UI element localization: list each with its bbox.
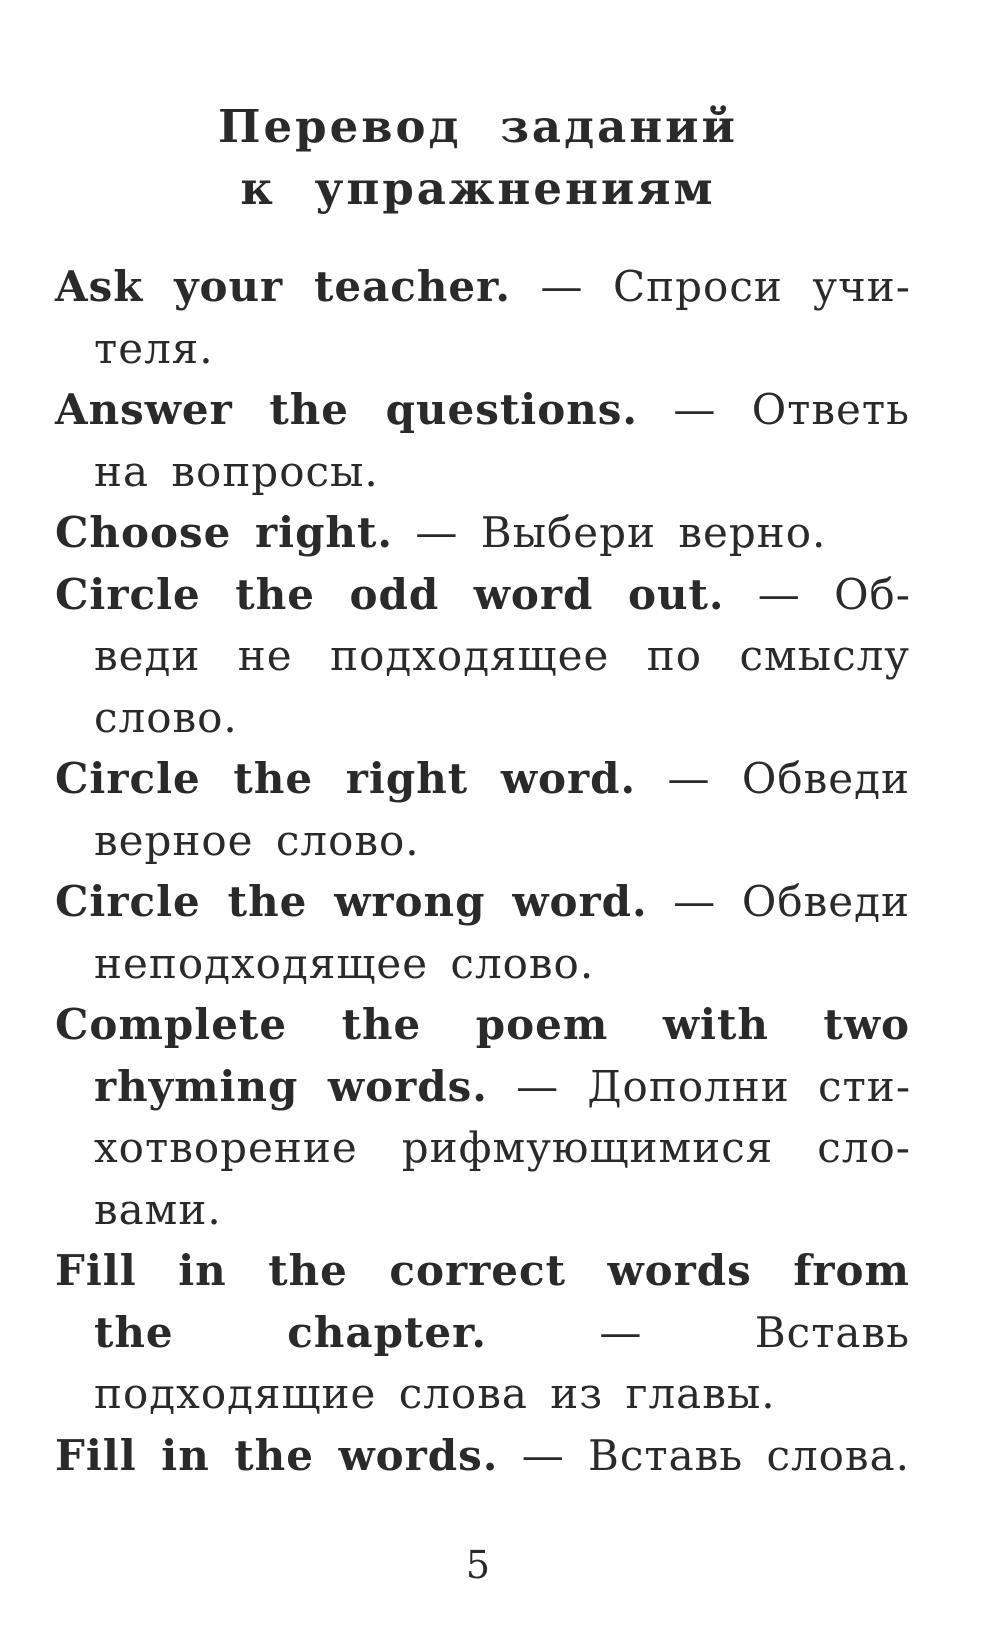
em-dash: — [521,1430,565,1480]
english-instruction: Ask your teacher. [55,262,512,311]
english-instruction: Answer the questions. [55,385,639,434]
english-instruction: Fill in the words. [55,1430,499,1480]
em-dash: — [415,508,459,557]
english-instruction: Fill in the correct words from the chapter. [55,1246,910,1357]
russian-translation: Дополни стихотворение рифмующимися словами. [94,1061,911,1234]
list-item [55,256,910,379]
em-dash: — [673,877,717,926]
english-instruction: Choose right. [55,508,393,557]
em-dash: — [540,262,584,311]
list-item [55,994,910,1240]
english-instruction: Circle the right word. [55,754,637,803]
russian-translation: Вставь подходящие слова из главы. [94,1307,910,1418]
russian-translation: Обведи не подходящее по смыслу слово. [94,569,910,742]
em-dash: — [757,569,801,619]
list-item [55,1425,910,1487]
russian-translation: Ответь на вопросы. [94,385,910,496]
english-instruction: Circle the wrong word. [55,877,648,926]
page-number: 5 [465,1543,491,1587]
russian-translation: Обведи неподходящее слово. [94,877,910,988]
instruction-translation-list [55,256,910,1486]
em-dash: — [673,385,717,434]
list-item [55,1240,910,1425]
page-title [0,96,956,220]
english-instruction: Circle the odd word out. [55,569,725,619]
list-item [55,564,910,749]
russian-translation: Спроси учителя. [94,262,910,373]
page-title-line-2: к упражнениям [240,162,716,215]
list-item [55,379,910,502]
russian-translation: Обведи верное слово. [94,754,910,865]
em-dash: — [667,754,711,803]
em-dash: — [516,1061,560,1111]
list-item [55,748,910,871]
list-item [55,871,910,994]
english-instruction: Complete the poem with two rhyming words. [55,1000,910,1111]
russian-translation: Выбери верно. [480,508,827,557]
page-title-line-1: Перевод заданий [218,100,738,153]
em-dash: — [599,1307,643,1357]
list-item [55,502,910,564]
russian-translation: Вставь слова. [587,1430,910,1480]
